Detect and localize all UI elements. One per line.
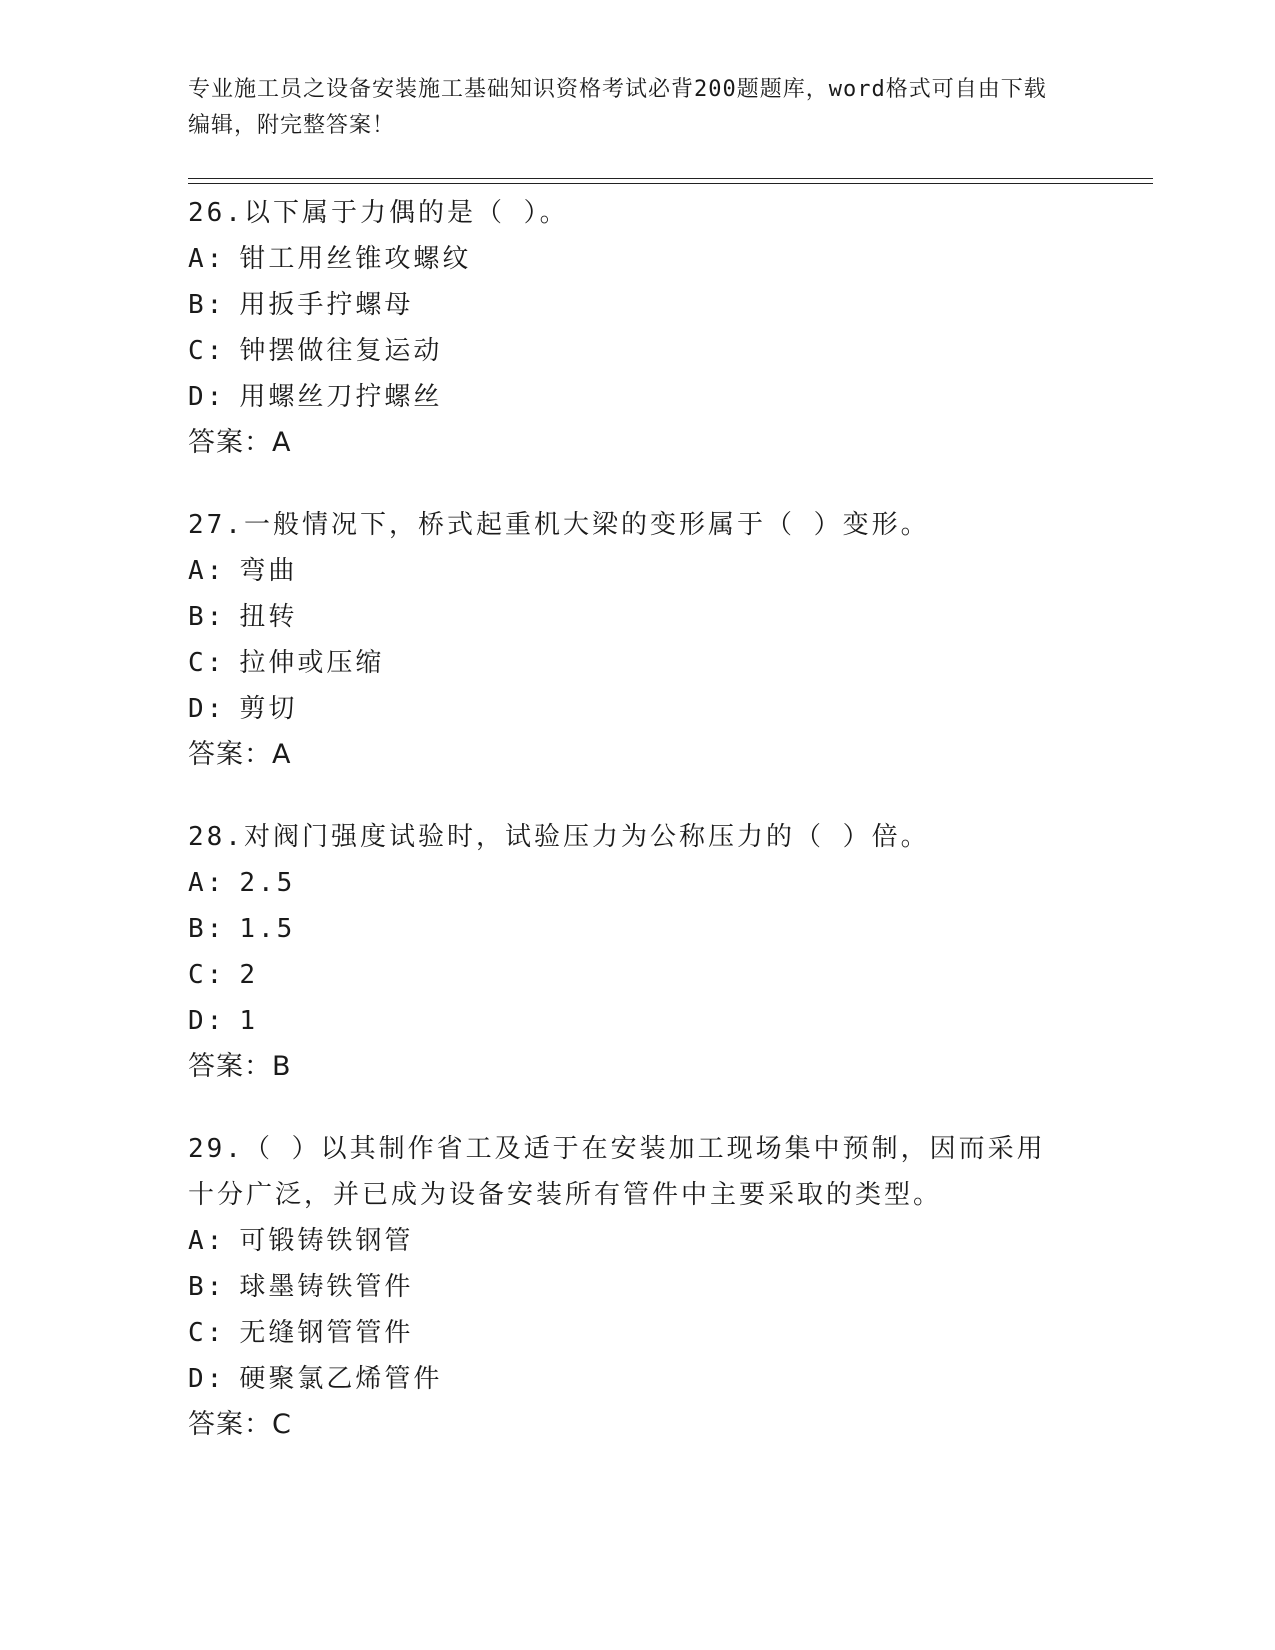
option-key: C: [188, 960, 226, 990]
option-b [188, 282, 1068, 328]
option-a [188, 548, 1068, 594]
option-text: 2.5 [239, 868, 296, 898]
option-key: D: [188, 694, 226, 724]
option-text: 2 [239, 960, 258, 990]
option-d [188, 374, 1068, 420]
option-text: 用螺丝刀拧螺丝 [239, 382, 443, 412]
option-key: C: [188, 336, 226, 366]
option-d [188, 1356, 1068, 1402]
option-key: D: [188, 1006, 226, 1036]
answer-line: 答案：C [188, 1409, 292, 1440]
option-text: 硬聚氯乙烯管件 [239, 1364, 443, 1394]
question-stem: 28.对阀门强度试验时，试验压力为公称压力的（ ）倍。 [188, 822, 930, 852]
question-29 [188, 1126, 1068, 1448]
option-text: 可锻铸铁钢管 [239, 1226, 414, 1256]
question-stem: 29.（ ）以其制作省工及适于在安装加工现场集中预制，因而采用十分广泛，并已成为设备安装所有管件中主要采取的类型。 [188, 1134, 1046, 1210]
option-text: 用扳手拧螺母 [239, 290, 414, 320]
document-header: 专业施工员之设备安装施工基础知识资格考试必背200题题库，word格式可自由下载编辑，附完整答案！ [188, 77, 1047, 138]
option-key: A: [188, 244, 226, 274]
question-list [188, 190, 1068, 1484]
header-divider-top [188, 178, 1153, 179]
option-text: 弯曲 [239, 556, 298, 586]
option-text: 拉伸或压缩 [239, 648, 385, 678]
option-key: D: [188, 382, 226, 412]
answer-line: 答案：A [188, 739, 292, 770]
question-stem: 26.以下属于力偶的是（ ）。 [188, 198, 569, 228]
question-stem: 27.一般情况下，桥式起重机大梁的变形属于（ ）变形。 [188, 510, 930, 540]
option-text: 剪切 [239, 694, 298, 724]
option-a [188, 236, 1068, 282]
option-key: D: [188, 1364, 226, 1394]
option-key: C: [188, 1318, 226, 1348]
option-key: A: [188, 868, 226, 898]
header-divider-bottom [188, 183, 1153, 184]
option-key: A: [188, 1226, 226, 1256]
option-text: 钳工用丝锥攻螺纹 [239, 244, 472, 274]
option-d [188, 998, 1068, 1044]
option-a [188, 1218, 1068, 1264]
answer-line: 答案：A [188, 427, 292, 458]
option-text: 扭转 [239, 602, 298, 632]
option-key: C: [188, 648, 226, 678]
option-b [188, 1264, 1068, 1310]
option-text: 球墨铸铁管件 [239, 1272, 414, 1302]
option-key: B: [188, 914, 226, 944]
option-key: B: [188, 602, 226, 632]
option-d [188, 686, 1068, 732]
option-b [188, 594, 1068, 640]
answer-line: 答案：B [188, 1051, 292, 1082]
option-text: 1.5 [239, 914, 296, 944]
option-text: 无缝钢管管件 [239, 1318, 414, 1348]
option-text: 钟摆做往复运动 [239, 336, 443, 366]
option-key: A: [188, 556, 226, 586]
option-c [188, 328, 1068, 374]
option-key: B: [188, 1272, 226, 1302]
option-key: B: [188, 290, 226, 320]
option-c [188, 952, 1068, 998]
option-b [188, 906, 1068, 952]
question-28 [188, 814, 1068, 1090]
option-c [188, 640, 1068, 686]
option-a [188, 860, 1068, 906]
question-26 [188, 190, 1068, 466]
question-27 [188, 502, 1068, 778]
option-text: 1 [239, 1006, 258, 1036]
option-c [188, 1310, 1068, 1356]
